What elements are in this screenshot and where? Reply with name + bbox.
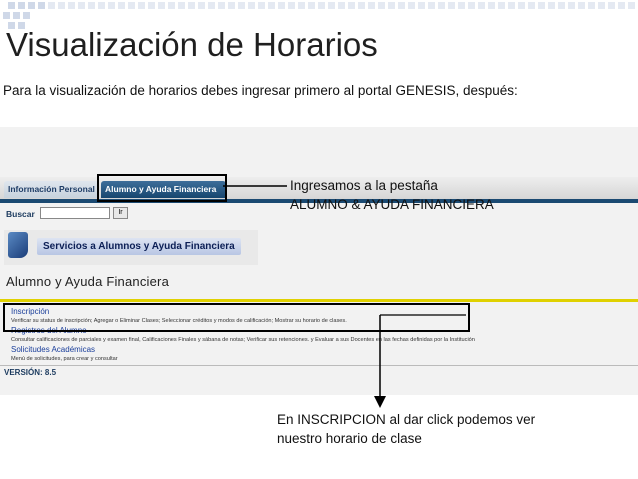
services-banner	[4, 230, 258, 265]
services-logo-icon	[8, 232, 28, 258]
slide-subtitle: Para la visualización de horarios debes ingresar primero al portal GENESIS, después:	[3, 83, 518, 98]
callout-tab-line1: Ingresamos a la pestaña	[290, 178, 438, 193]
slide-title: Visualización de Horarios	[6, 26, 378, 63]
menu-desc-solicitudes: Menú de solicitudes, para crear y consultar	[11, 356, 118, 362]
tab-alumno-ayuda-financiera[interactable]: Alumno y Ayuda Financiera	[101, 181, 226, 198]
menu-desc-inscripcion: Verificar su status de inscripción; Agregar o Eliminar Clases; Seleccionar créditos y modos de calificación; Mostrar su horario de clases.	[11, 318, 347, 324]
callout-schedule-note	[277, 410, 535, 448]
callout-tab-line2: ALUMNO & AYUDA FINANCIERA	[290, 197, 494, 212]
version-label: VERSIÓN: 8.5	[4, 368, 57, 377]
menu-link-solicitudes[interactable]: Solicitudes Académicas	[11, 345, 96, 354]
search-go-button[interactable]: Ir	[113, 207, 128, 219]
callout-schedule-line2: nuestro horario de clase	[277, 431, 422, 446]
callout-schedule-line1: En INSCRIPCION al dar click podemos ver	[277, 412, 536, 427]
portal-page-heading: Alumno y Ayuda Financiera	[6, 274, 170, 289]
tab-informacion-personal[interactable]: Información Personal	[4, 181, 99, 198]
menu-link-registros[interactable]: Registros del Alumno	[11, 326, 87, 335]
footer-divider	[0, 365, 638, 366]
portal-screenshot	[0, 127, 638, 395]
callout-tab-note	[290, 176, 494, 214]
search-label: Buscar	[6, 209, 35, 219]
search-input[interactable]	[40, 207, 110, 219]
menu-link-inscripcion[interactable]: Inscripción	[11, 307, 50, 316]
services-banner-label: Servicios a Alumnos y Ayuda Financiera	[37, 238, 241, 255]
inscripcion-highlight-box	[3, 303, 470, 332]
menu-desc-registros: Consultar calificaciones de parciales y examen final, Calificaciones Finales y sábana de notas; Verificar sus retenciones. y Evaluar a sus Docentes en las fechas definidas por la Institución	[11, 337, 475, 343]
accent-divider	[0, 299, 638, 302]
tab-highlight-box	[97, 174, 227, 202]
